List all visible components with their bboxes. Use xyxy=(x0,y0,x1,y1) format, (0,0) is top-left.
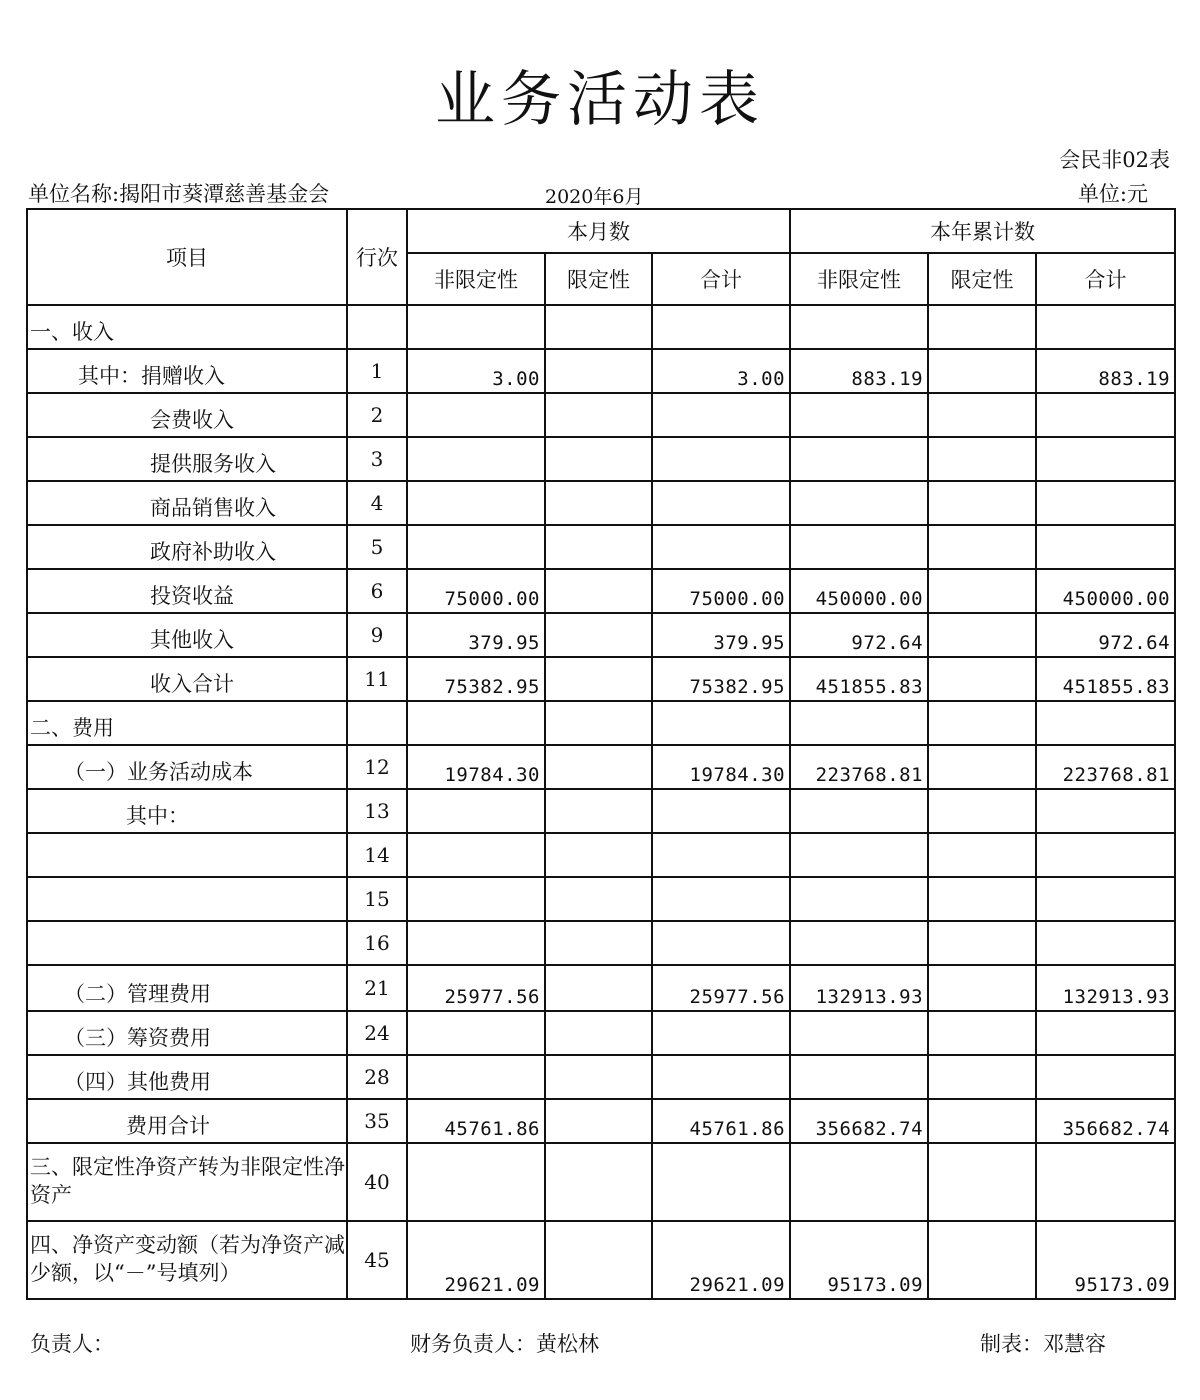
row-label: 收入合计 xyxy=(27,657,347,701)
table-row xyxy=(27,921,1175,965)
cell-month-restricted xyxy=(545,481,652,525)
cell-ytd-unrestricted xyxy=(790,481,928,525)
cell-ytd-restricted xyxy=(928,1221,1036,1299)
cell-month-restricted xyxy=(545,393,652,437)
row-label: （四）其他费用 xyxy=(27,1055,347,1099)
cell-ytd-unrestricted xyxy=(790,437,928,481)
cell-month-unrestricted: 75000.00 xyxy=(407,569,545,613)
cell-month-unrestricted xyxy=(407,701,545,745)
cell-month-restricted xyxy=(545,921,652,965)
cell-ytd-total: 883.19 xyxy=(1036,349,1175,393)
cell-ytd-unrestricted xyxy=(790,921,928,965)
row-line-no: 6 xyxy=(347,569,407,613)
cell-ytd-restricted xyxy=(928,525,1036,569)
cell-ytd-unrestricted xyxy=(790,789,928,833)
cell-month-total xyxy=(652,1011,790,1055)
cell-ytd-restricted xyxy=(928,1055,1036,1099)
header-ytd-restricted: 限定性 xyxy=(928,253,1036,305)
cell-ytd-unrestricted xyxy=(790,877,928,921)
cell-ytd-total xyxy=(1036,1143,1175,1221)
cell-month-total xyxy=(652,393,790,437)
row-label: 会费收入 xyxy=(27,393,347,437)
cell-ytd-restricted xyxy=(928,657,1036,701)
row-line-no: 3 xyxy=(347,437,407,481)
table-row xyxy=(27,701,1175,745)
cell-month-restricted xyxy=(545,789,652,833)
footer-head: 负责人： xyxy=(30,1332,114,1356)
cell-month-total: 29621.09 xyxy=(652,1221,790,1299)
row-label: 其中：捐赠收入 xyxy=(27,349,347,393)
cell-ytd-restricted xyxy=(928,745,1036,789)
cell-month-restricted xyxy=(545,437,652,481)
cell-ytd-unrestricted xyxy=(790,833,928,877)
row-label: 政府补助收入 xyxy=(27,525,347,569)
cell-month-unrestricted: 19784.30 xyxy=(407,745,545,789)
row-line-no: 4 xyxy=(347,481,407,525)
cell-ytd-unrestricted xyxy=(790,1143,928,1221)
row-line-no: 28 xyxy=(347,1055,407,1099)
row-label: 一、收入 xyxy=(27,305,347,349)
cell-ytd-total: 972.64 xyxy=(1036,613,1175,657)
row-label xyxy=(27,877,347,921)
cell-month-restricted xyxy=(545,305,652,349)
cell-month-restricted xyxy=(545,877,652,921)
cell-month-total: 19784.30 xyxy=(652,745,790,789)
cell-ytd-unrestricted xyxy=(790,525,928,569)
cell-month-total xyxy=(652,921,790,965)
cell-ytd-restricted xyxy=(928,965,1036,1011)
row-line-no: 16 xyxy=(347,921,407,965)
row-line-no: 21 xyxy=(347,965,407,1011)
table-row xyxy=(27,305,1175,349)
table-row xyxy=(27,1221,1175,1299)
cell-month-unrestricted xyxy=(407,1143,545,1221)
cell-ytd-unrestricted: 450000.00 xyxy=(790,569,928,613)
cell-month-restricted xyxy=(545,657,652,701)
table-row xyxy=(27,393,1175,437)
cell-ytd-total: 450000.00 xyxy=(1036,569,1175,613)
header-ytd-unrestricted: 非限定性 xyxy=(790,253,928,305)
cell-month-unrestricted xyxy=(407,305,545,349)
cell-month-unrestricted: 45761.86 xyxy=(407,1099,545,1143)
cell-month-total: 75000.00 xyxy=(652,569,790,613)
cell-ytd-total xyxy=(1036,481,1175,525)
table-row xyxy=(27,789,1175,833)
row-line-no xyxy=(347,305,407,349)
cell-month-restricted xyxy=(545,1143,652,1221)
table-row xyxy=(27,745,1175,789)
cell-month-restricted xyxy=(545,833,652,877)
cell-month-restricted xyxy=(545,745,652,789)
cell-ytd-restricted xyxy=(928,1143,1036,1221)
cell-month-total: 3.00 xyxy=(652,349,790,393)
row-label: 其他收入 xyxy=(27,613,347,657)
cell-ytd-total xyxy=(1036,1011,1175,1055)
cell-ytd-total: 356682.74 xyxy=(1036,1099,1175,1143)
cell-ytd-restricted xyxy=(928,305,1036,349)
row-label: （三）筹资费用 xyxy=(27,1011,347,1055)
cell-month-unrestricted: 29621.09 xyxy=(407,1221,545,1299)
header-month-unrestricted: 非限定性 xyxy=(407,253,545,305)
cell-ytd-total xyxy=(1036,393,1175,437)
cell-ytd-total: 451855.83 xyxy=(1036,657,1175,701)
table-row xyxy=(27,349,1175,393)
row-label: 三、限定性净资产转为非限定性净资产 xyxy=(27,1143,347,1221)
row-label: 投资收益 xyxy=(27,569,347,613)
cell-month-unrestricted: 379.95 xyxy=(407,613,545,657)
table-row xyxy=(27,481,1175,525)
cell-month-unrestricted xyxy=(407,525,545,569)
cell-month-total xyxy=(652,877,790,921)
table-row xyxy=(27,877,1175,921)
cell-month-unrestricted: 25977.56 xyxy=(407,965,545,1011)
cell-month-restricted xyxy=(545,1221,652,1299)
cell-ytd-restricted xyxy=(928,789,1036,833)
table-row xyxy=(27,569,1175,613)
cell-ytd-restricted xyxy=(928,613,1036,657)
cell-month-unrestricted xyxy=(407,877,545,921)
table-row xyxy=(27,657,1175,701)
cell-month-restricted xyxy=(545,525,652,569)
footer-maker: 制表：邓慧容 xyxy=(980,1332,1106,1356)
form-code: 会民非02表 xyxy=(1059,148,1170,172)
table-row xyxy=(27,1143,1175,1221)
cell-month-unrestricted xyxy=(407,393,545,437)
row-label: （一）业务活动成本 xyxy=(27,745,347,789)
table-row xyxy=(27,965,1175,1011)
row-line-no: 24 xyxy=(347,1011,407,1055)
cell-ytd-total xyxy=(1036,1055,1175,1099)
header-this-month: 本月数 xyxy=(407,209,790,253)
row-line-no: 45 xyxy=(347,1221,407,1299)
row-line-no: 5 xyxy=(347,525,407,569)
cell-ytd-total xyxy=(1036,525,1175,569)
cell-ytd-unrestricted: 356682.74 xyxy=(790,1099,928,1143)
cell-ytd-restricted xyxy=(928,569,1036,613)
cell-ytd-restricted xyxy=(928,921,1036,965)
header-ytd-total: 合计 xyxy=(1036,253,1175,305)
cell-month-unrestricted xyxy=(407,921,545,965)
cell-ytd-total xyxy=(1036,305,1175,349)
cell-ytd-total xyxy=(1036,921,1175,965)
row-label xyxy=(27,833,347,877)
table-row xyxy=(27,437,1175,481)
cell-month-total xyxy=(652,833,790,877)
row-line-no xyxy=(347,701,407,745)
cell-month-unrestricted xyxy=(407,833,545,877)
row-label: （二）管理费用 xyxy=(27,965,347,1011)
cell-month-restricted xyxy=(545,701,652,745)
row-line-no: 15 xyxy=(347,877,407,921)
table-row xyxy=(27,525,1175,569)
cell-month-restricted xyxy=(545,349,652,393)
activity-table xyxy=(26,208,1176,1300)
table-row xyxy=(27,1011,1175,1055)
cell-ytd-total xyxy=(1036,437,1175,481)
header-month-restricted: 限定性 xyxy=(545,253,652,305)
cell-ytd-unrestricted xyxy=(790,393,928,437)
cell-month-total xyxy=(652,1055,790,1099)
cell-month-total: 45761.86 xyxy=(652,1099,790,1143)
cell-ytd-unrestricted: 223768.81 xyxy=(790,745,928,789)
cell-ytd-unrestricted: 132913.93 xyxy=(790,965,928,1011)
cell-ytd-total: 223768.81 xyxy=(1036,745,1175,789)
row-label xyxy=(27,921,347,965)
cell-ytd-total xyxy=(1036,701,1175,745)
cell-month-restricted xyxy=(545,1055,652,1099)
cell-month-total xyxy=(652,701,790,745)
table-row xyxy=(27,1055,1175,1099)
header-item: 项目 xyxy=(27,209,347,305)
row-label: 四、净资产变动额（若为净资产减少额，以“－”号填列） xyxy=(27,1221,347,1299)
row-line-no: 9 xyxy=(347,613,407,657)
cell-month-restricted xyxy=(545,1099,652,1143)
cell-ytd-total xyxy=(1036,877,1175,921)
cell-ytd-restricted xyxy=(928,1099,1036,1143)
row-line-no: 1 xyxy=(347,349,407,393)
cell-month-unrestricted: 75382.95 xyxy=(407,657,545,701)
cell-month-total xyxy=(652,1143,790,1221)
row-line-no: 2 xyxy=(347,393,407,437)
row-label: 二、费用 xyxy=(27,701,347,745)
cell-ytd-unrestricted xyxy=(790,701,928,745)
row-label: 其中： xyxy=(27,789,347,833)
table-row xyxy=(27,833,1175,877)
cell-ytd-restricted xyxy=(928,1011,1036,1055)
cell-month-total xyxy=(652,525,790,569)
cell-ytd-unrestricted: 883.19 xyxy=(790,349,928,393)
cell-ytd-restricted xyxy=(928,437,1036,481)
page-title: 业务活动表 xyxy=(435,65,765,135)
row-line-no: 12 xyxy=(347,745,407,789)
table-row xyxy=(27,1099,1175,1143)
cell-ytd-unrestricted: 451855.83 xyxy=(790,657,928,701)
cell-month-unrestricted xyxy=(407,437,545,481)
cell-month-unrestricted xyxy=(407,1011,545,1055)
row-line-no: 14 xyxy=(347,833,407,877)
cell-ytd-unrestricted: 972.64 xyxy=(790,613,928,657)
cell-month-unrestricted: 3.00 xyxy=(407,349,545,393)
cell-month-unrestricted xyxy=(407,789,545,833)
cell-ytd-total: 132913.93 xyxy=(1036,965,1175,1011)
row-line-no: 40 xyxy=(347,1143,407,1221)
cell-month-unrestricted xyxy=(407,1055,545,1099)
row-label: 商品销售收入 xyxy=(27,481,347,525)
row-label: 费用合计 xyxy=(27,1099,347,1143)
cell-month-restricted xyxy=(545,1011,652,1055)
table-row xyxy=(27,613,1175,657)
cell-ytd-total xyxy=(1036,833,1175,877)
cell-ytd-total: 95173.09 xyxy=(1036,1221,1175,1299)
report-period: 2020年6月 xyxy=(545,186,644,208)
row-line-no: 13 xyxy=(347,789,407,833)
cell-ytd-restricted xyxy=(928,833,1036,877)
cell-month-unrestricted xyxy=(407,481,545,525)
cell-ytd-restricted xyxy=(928,701,1036,745)
cell-month-total: 75382.95 xyxy=(652,657,790,701)
cell-ytd-unrestricted xyxy=(790,1011,928,1055)
cell-ytd-restricted xyxy=(928,481,1036,525)
cell-month-restricted xyxy=(545,569,652,613)
cell-ytd-total xyxy=(1036,789,1175,833)
row-label: 提供服务收入 xyxy=(27,437,347,481)
currency-unit: 单位:元 xyxy=(1077,182,1148,206)
cell-ytd-restricted xyxy=(928,877,1036,921)
cell-month-restricted xyxy=(545,965,652,1011)
cell-month-total xyxy=(652,437,790,481)
cell-ytd-restricted xyxy=(928,393,1036,437)
cell-ytd-restricted xyxy=(928,349,1036,393)
header-line-no: 行次 xyxy=(347,209,407,305)
cell-ytd-unrestricted: 95173.09 xyxy=(790,1221,928,1299)
cell-month-total xyxy=(652,789,790,833)
row-line-no: 35 xyxy=(347,1099,407,1143)
footer-finance-head: 财务负责人：黄松林 xyxy=(410,1332,599,1356)
cell-month-restricted xyxy=(545,613,652,657)
cell-month-total xyxy=(652,305,790,349)
cell-month-total: 379.95 xyxy=(652,613,790,657)
cell-ytd-unrestricted xyxy=(790,305,928,349)
cell-month-total xyxy=(652,481,790,525)
header-month-total: 合计 xyxy=(652,253,790,305)
cell-ytd-unrestricted xyxy=(790,1055,928,1099)
row-line-no: 11 xyxy=(347,657,407,701)
header-ytd: 本年累计数 xyxy=(790,209,1175,253)
unit-name: 单位名称:揭阳市葵潭慈善基金会 xyxy=(28,182,330,206)
cell-month-total: 25977.56 xyxy=(652,965,790,1011)
